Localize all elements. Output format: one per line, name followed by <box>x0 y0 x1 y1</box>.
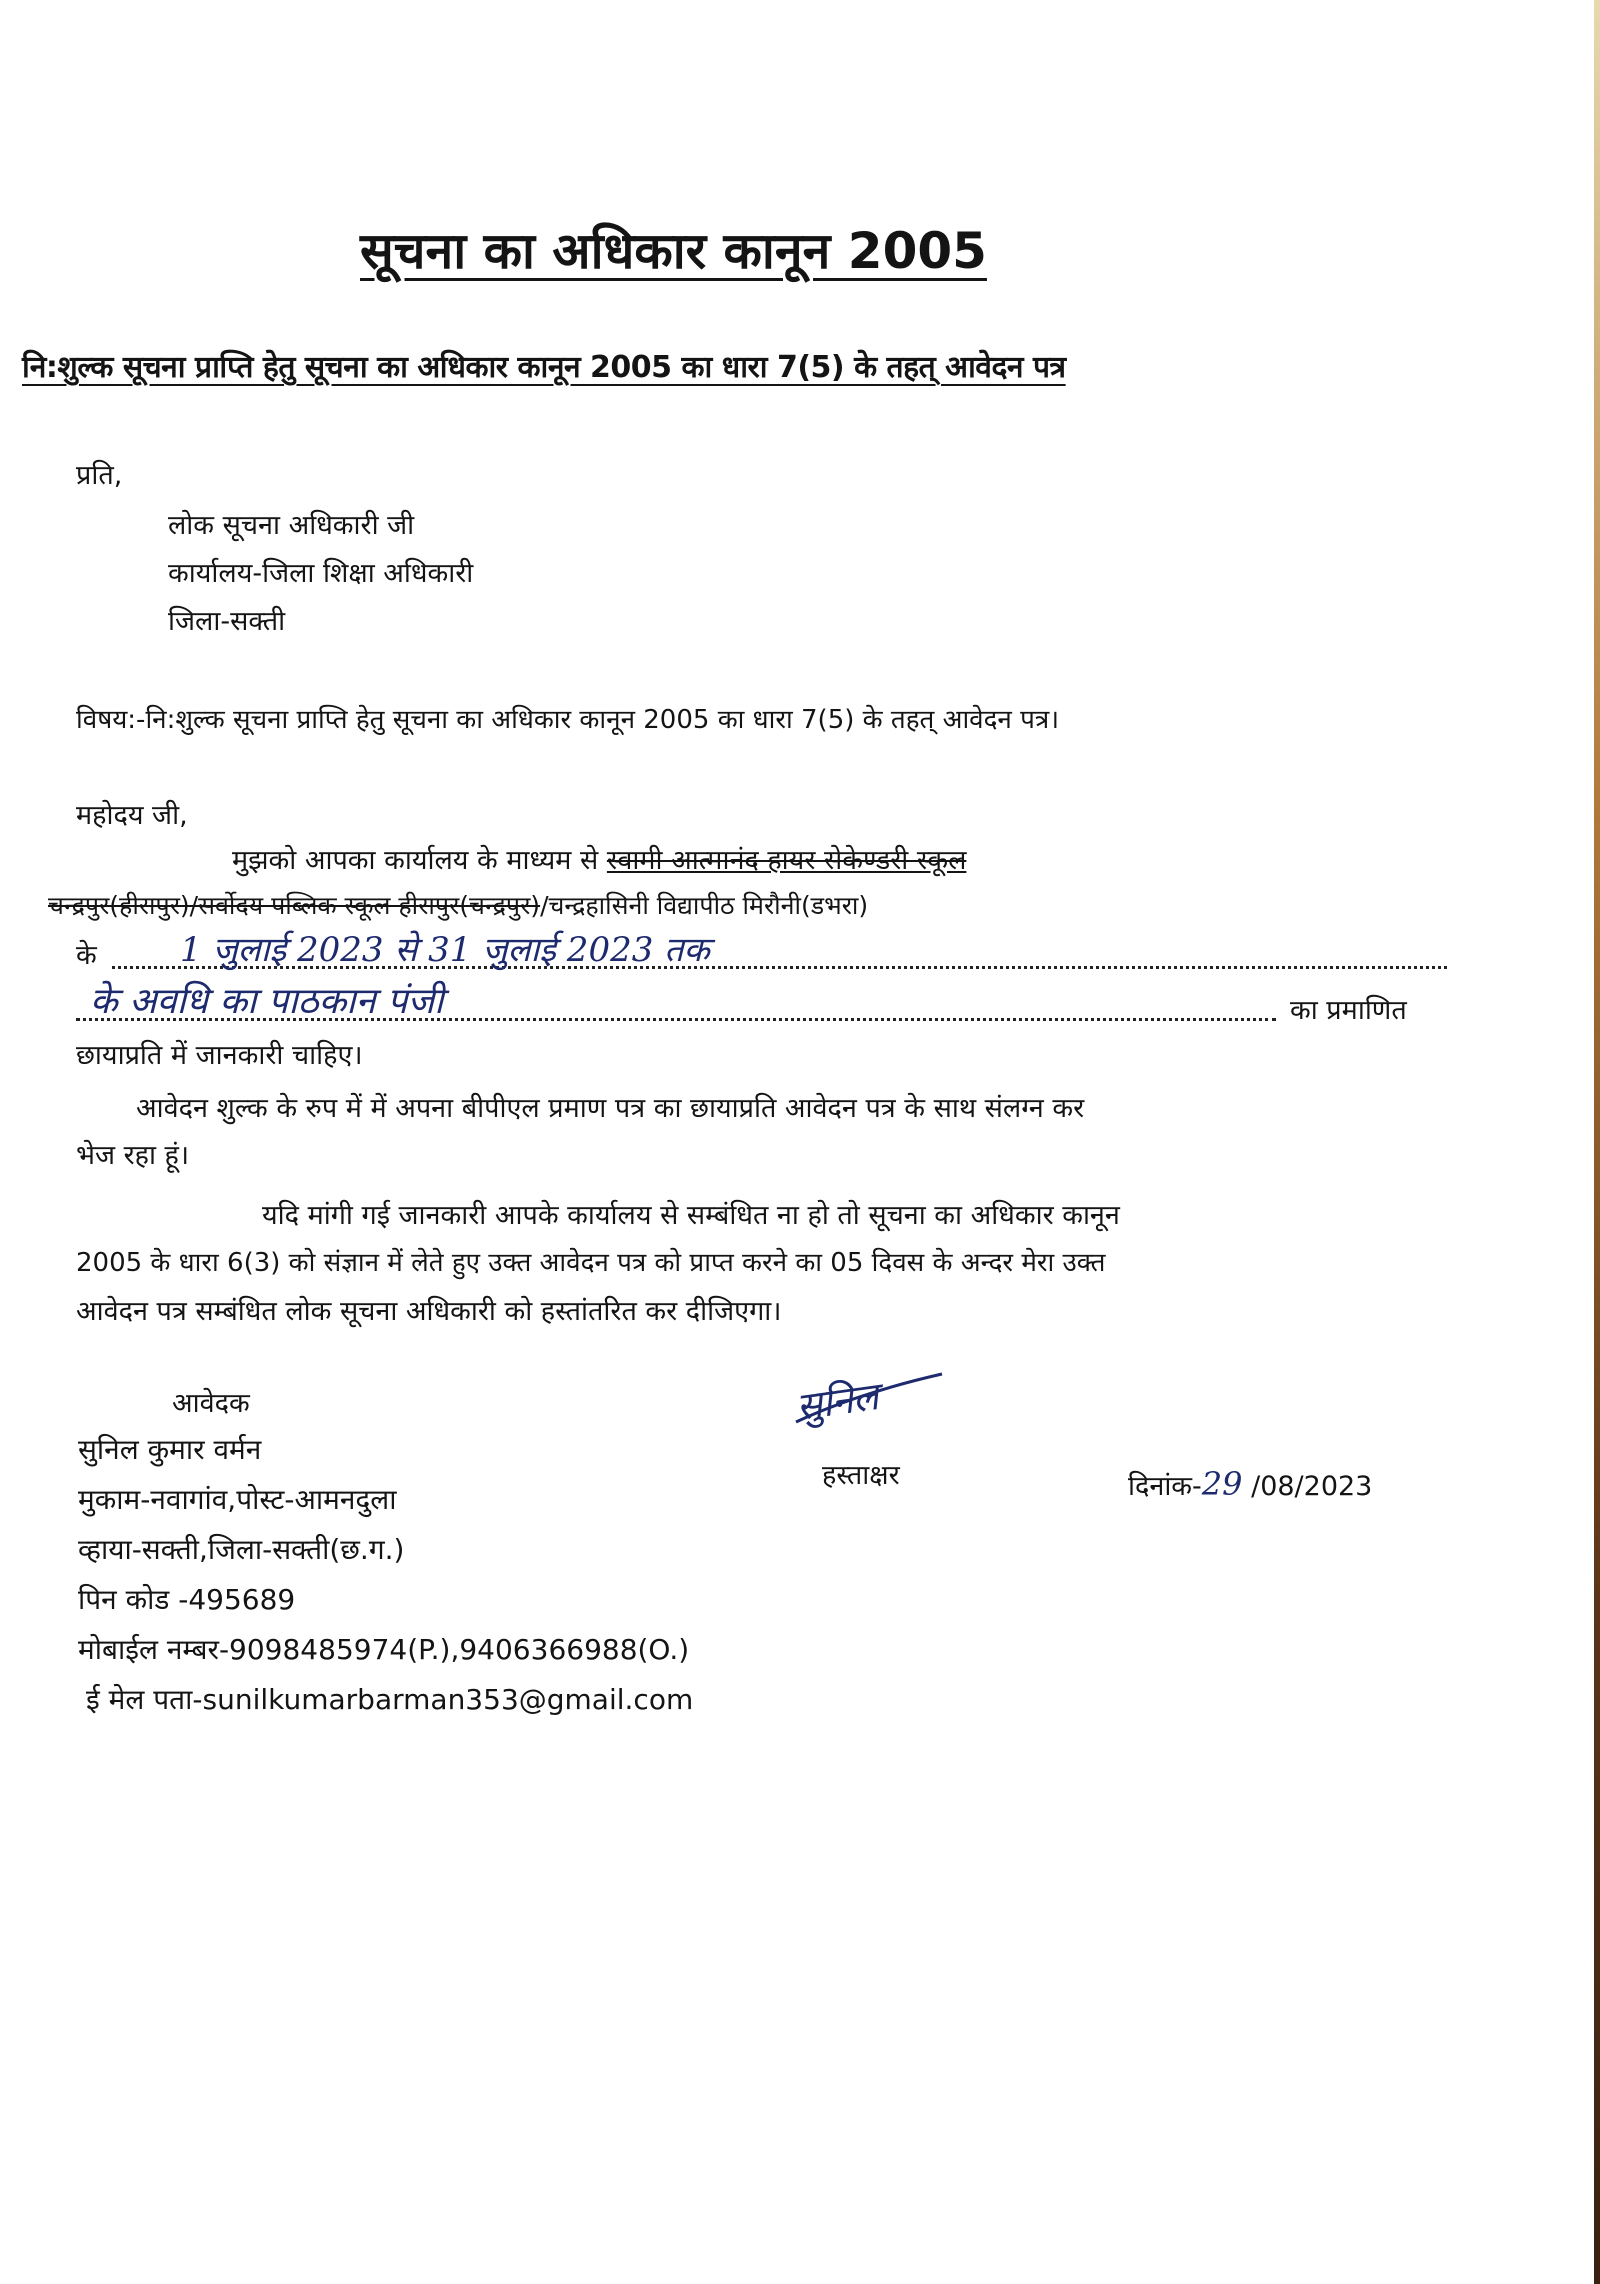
recipient-line-3: जिला-सक्ती <box>168 606 286 637</box>
applicant-email: ई मेल पता-sunilkumarbarman353@gmail.com <box>86 1683 694 1716</box>
date-label: दिनांक- <box>1128 1471 1202 1502</box>
paper-edge <box>1594 0 1600 2284</box>
struck-school-2: चन्द्रपुर(हीरापुर)/सर्वोदय पब्लिक स्कूल हीरापुर(चन्द्रपुर) <box>48 891 541 920</box>
para3-line-1: यदि मांगी गई जानकारी आपके कार्यालय से सम्बंधित ना हो तो सूचना का अधिकार कानून <box>262 1200 1120 1231</box>
para2-line-1: आवेदन शुल्क के रुप में में अपना बीपीएल प्रमाण पत्र का छायाप्रति आवेदन पत्र के साथ संलग्न कर <box>136 1093 1085 1124</box>
para3-line-3: आवेदन पत्र सम्बंधित लोक सूचना अधिकारी को हस्तांतरित कर दीजिएगा। <box>76 1296 782 1327</box>
salutation-to: प्रति, <box>76 460 123 491</box>
para1-intro-text: मुझको आपका कार्यालय के माध्यम से <box>232 845 599 876</box>
applicant-label: आवेदक <box>172 1388 250 1419</box>
para3-line-2: 2005 के धारा 6(3) को संज्ञान में लेते हुए उक्त आवेदन पत्र को प्राप्त करने का 05 दिवस के अन्दर मेरा उक्त <box>76 1248 1106 1278</box>
handwritten-record: के अवधि का पाठकान पंजी <box>90 981 444 1022</box>
recipient-line-1: लोक सूचना अधिकारी जी <box>168 510 415 541</box>
greeting: महोदय जी, <box>76 800 188 831</box>
para1-schools <box>48 888 868 922</box>
date-rest: /08/2023 <box>1242 1471 1373 1502</box>
applicant-name: सुनिल कुमार वर्मन <box>78 1433 262 1466</box>
signature-text: सुनिल <box>793 1373 882 1430</box>
handwritten-period: 1 जुलाई 2023 से 31 जुलाई 2023 तक <box>180 930 710 970</box>
para1-ke: के <box>76 940 97 971</box>
applicant-address-2: व्हाया-सक्ती,जिला-सक्ती(छ.ग.) <box>78 1533 405 1566</box>
signature-label: हस्ताक्षर <box>822 1460 900 1491</box>
applicant-pin: पिन कोड -495689 <box>78 1583 296 1616</box>
date-day: 29 <box>1201 1465 1243 1503</box>
para1-closing: छायाप्रति में जानकारी चाहिए। <box>76 1040 363 1071</box>
applicant-mobile: मोबाईल नम्बर-9098485974(P.),9406366988(O.) <box>78 1633 690 1666</box>
document-title: सूचना का अधिकार कानून 2005 <box>360 222 987 280</box>
para1-intro <box>232 840 966 877</box>
applicant-address-1: मुकाम-नवागांव,पोस्ट-आमनदुला <box>78 1483 397 1516</box>
selected-school: /चन्द्रहासिनी विद्यापीठ मिरौनी(डभरा) <box>540 891 869 920</box>
recipient-line-2: कार्यालय-जिला शिक्षा अधिकारी <box>168 558 474 589</box>
date-field <box>1128 1465 1372 1503</box>
document-subtitle: नि:शुल्क सूचना प्राप्ति हेतु सूचना का अधिकार कानून 2005 का धारा 7(5) के तहत् आवेदन पत्र <box>22 350 1066 385</box>
para2-line-2: भेज रहा हूं। <box>76 1140 190 1171</box>
certified-text: का प्रमाणित <box>1290 995 1407 1026</box>
struck-school-1: स्वामी आत्मानंद हायर सेकेण्डरी स्कूल <box>606 845 967 876</box>
subject-line: विषय:-नि:शुल्क सूचना प्राप्ति हेतु सूचना का अधिकार कानून 2005 का धारा 7(5) के तहत् आवेदन पत्र। <box>76 705 1060 735</box>
